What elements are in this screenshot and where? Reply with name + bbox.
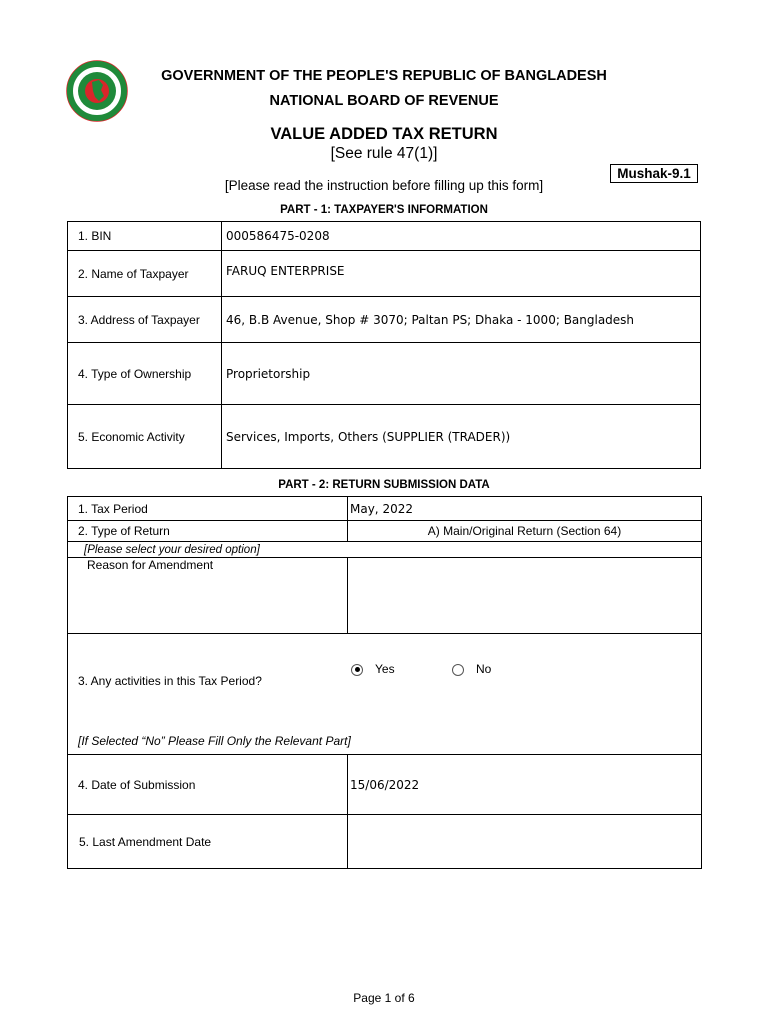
table-row [68,297,701,343]
form-subtitle: [See rule 47(1)] [330,145,438,162]
table-row [68,815,702,869]
tax-period-value[interactable]: May, 2022 [348,497,702,521]
select-option-hint: [Please select your desired option] [68,542,702,558]
radio-no-icon[interactable] [452,664,464,676]
taxpayer-name-label: 2. Name of Taxpayer [68,251,222,297]
last-amendment-date-label: 5. Last Amendment Date [68,815,348,869]
table-row [68,343,701,405]
form-code-badge: Mushak-9.1 [610,164,698,183]
submission-date-value[interactable]: 15/06/2022 [348,755,702,815]
table-row [68,521,702,542]
form-title: VALUE ADDED TAX RETURN [270,125,498,143]
ownership-type-value[interactable]: Proprietorship [222,343,701,405]
bin-value[interactable]: 000586475-0208 [222,222,701,251]
table-row [68,542,702,558]
ownership-type-label: 4. Type of Ownership [68,343,222,405]
activities-no-option[interactable] [452,662,491,676]
radio-yes-icon[interactable] [351,664,363,676]
table-row [68,634,702,755]
table-row [68,755,702,815]
government-title: GOVERNMENT OF THE PEOPLE'S REPUBLIC OF BANGLADESH [161,68,607,84]
economic-activity-value[interactable]: Services, Imports, Others (SUPPLIER (TRADER)) [222,405,701,469]
board-title: NATIONAL BOARD OF REVENUE [269,93,499,109]
economic-activity-label: 5. Economic Activity [68,405,222,469]
activities-yes-label: Yes [375,662,395,676]
part1-title: PART - 1: TAXPAYER'S INFORMATION [280,204,488,216]
activities-no-label: No [476,662,492,676]
table-row [68,405,701,469]
table-row [68,558,702,634]
bin-label: 1. BIN [68,222,222,251]
tax-period-label: 1. Tax Period [68,497,348,521]
amendment-reason-label: Reason for Amendment [68,558,348,634]
taxpayer-address-label: 3. Address of Taxpayer [68,297,222,343]
table-row [68,222,701,251]
activities-yes-option[interactable] [351,662,395,676]
amendment-reason-input[interactable] [348,558,702,634]
last-amendment-date-value[interactable] [348,815,702,869]
return-type-label: 2. Type of Return [68,521,348,542]
return-type-select[interactable]: A) Main/Original Return (Section 64) [348,521,702,542]
instruction-text: [Please read the instruction before filling up this form] [224,178,544,193]
activities-cell [68,634,702,755]
submission-date-label: 4. Date of Submission [68,755,348,815]
activities-note: [If Selected “No” Please Fill Only the Relevant Part] [78,734,351,748]
activities-label: 3. Any activities in this Tax Period? [78,674,262,688]
taxpayer-name-value[interactable]: FARUQ ENTERPRISE [222,251,701,297]
return-submission-table [67,496,702,869]
table-row [68,251,701,297]
taxpayer-address-value[interactable]: 46, B.B Avenue, Shop # 3070; Paltan PS; Dhaka - 1000; Bangladesh [222,297,701,343]
part2-title: PART - 2: RETURN SUBMISSION DATA [278,479,490,491]
table-row [68,497,702,521]
taxpayer-info-table [67,221,701,469]
page-number: Page 1 of 6 [353,991,415,1005]
